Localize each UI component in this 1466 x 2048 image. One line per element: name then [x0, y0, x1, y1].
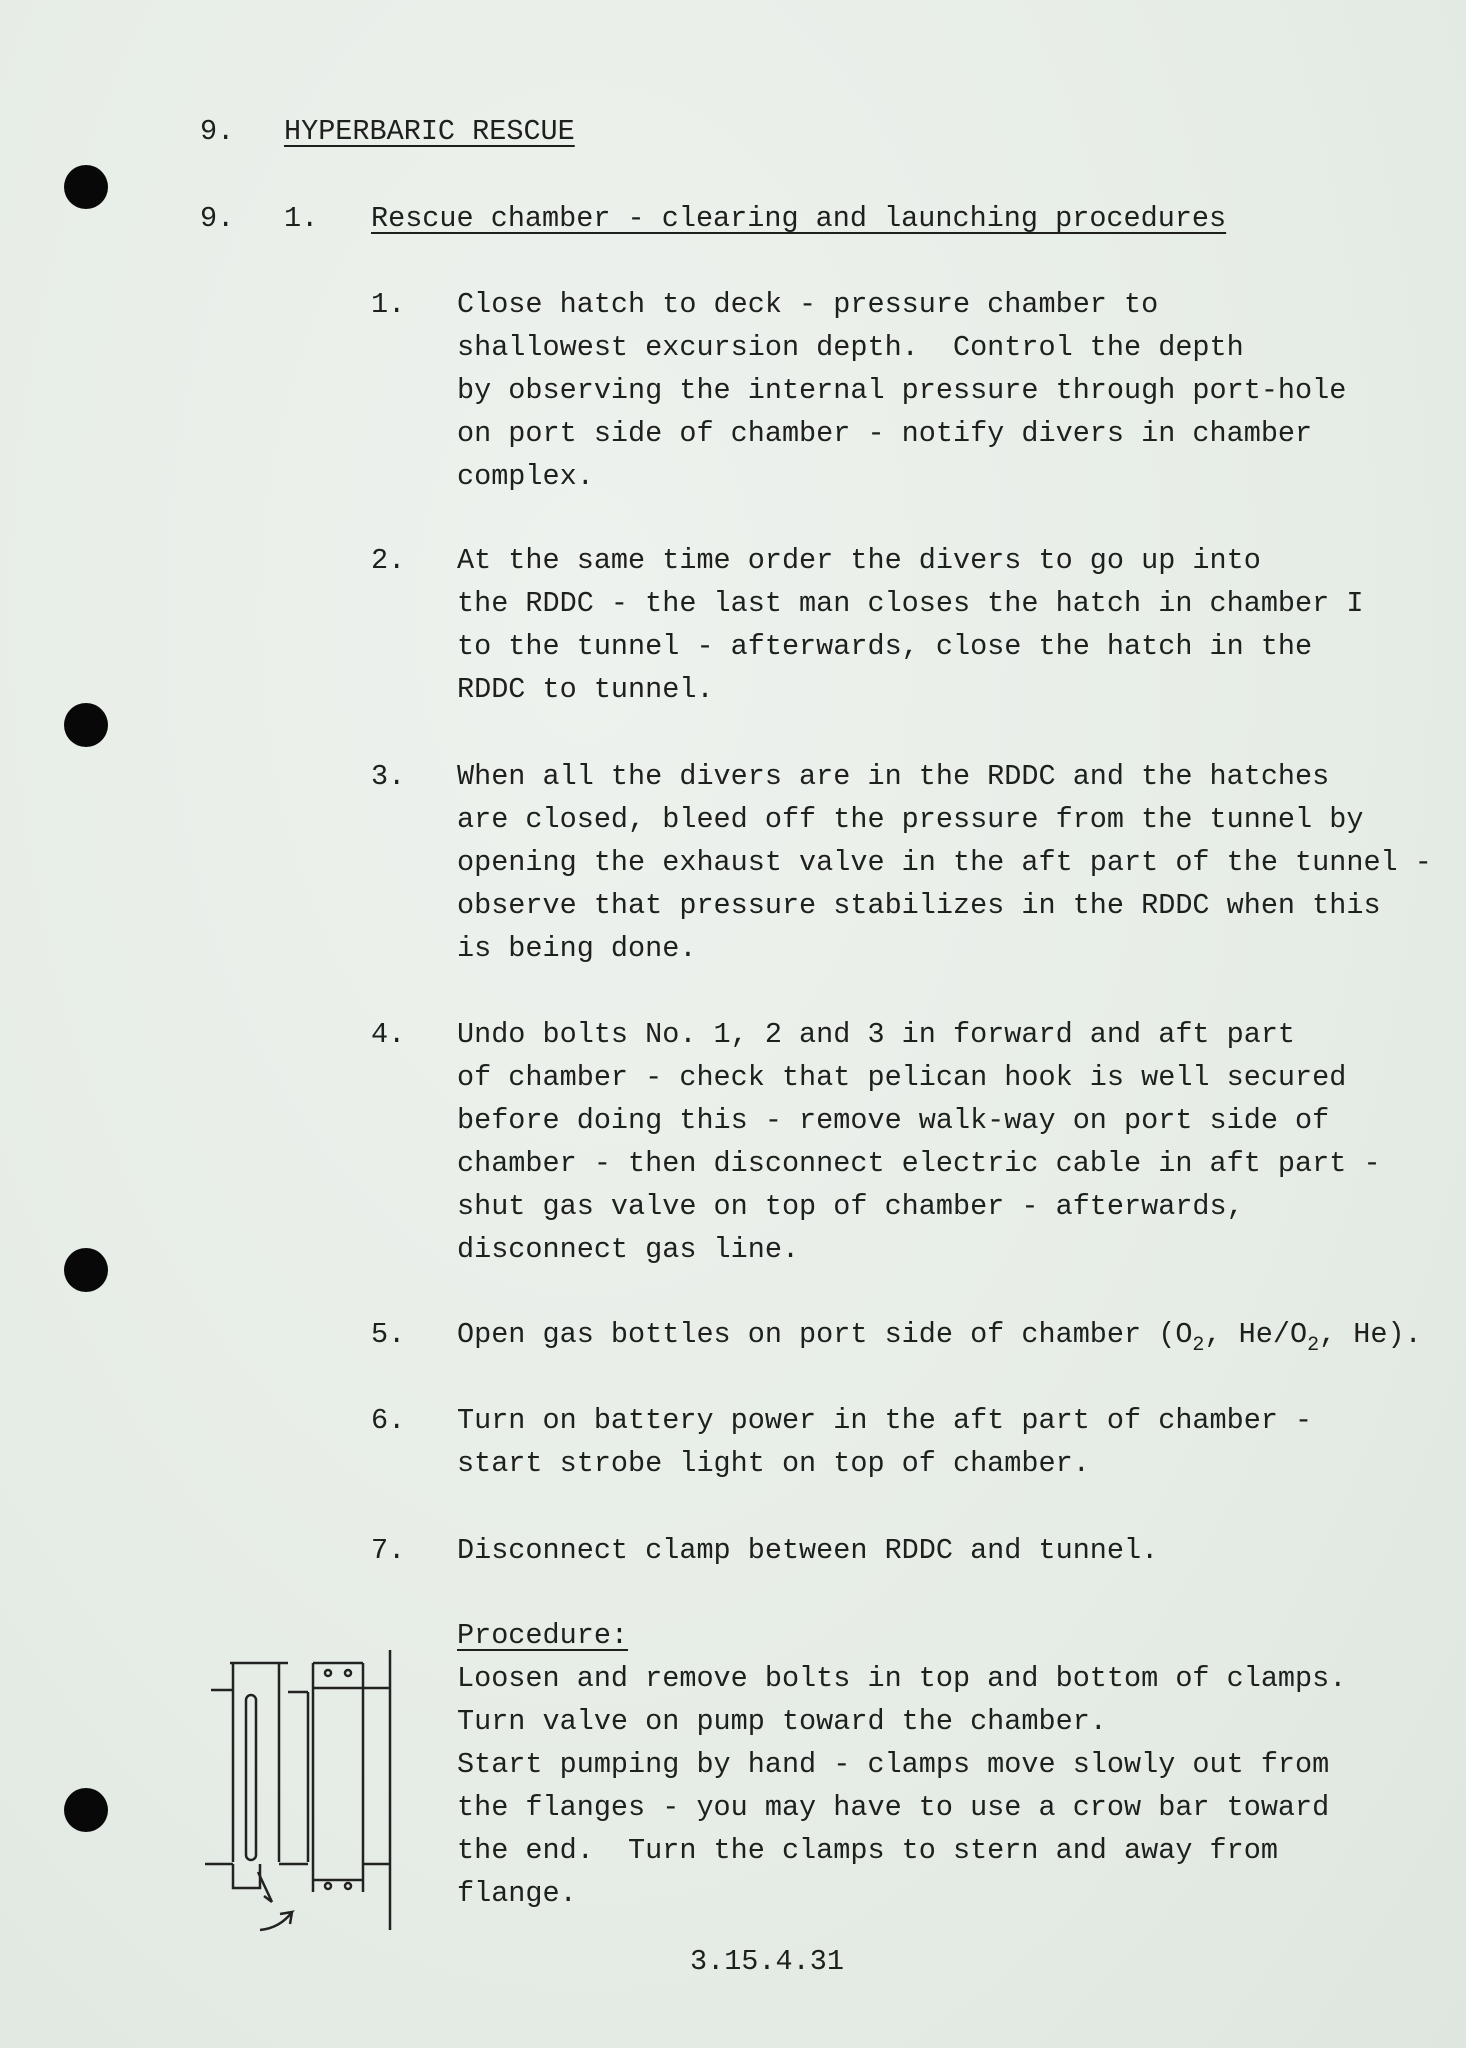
item-text	[457, 755, 1432, 970]
punch-hole	[64, 165, 108, 209]
item-text	[457, 1399, 1312, 1485]
text-segment: Open gas bottles on port side of chamber (O	[457, 1318, 1193, 1351]
text-line: disconnect gas line.	[457, 1233, 800, 1266]
punch-hole	[64, 1248, 108, 1292]
text-segment: , He/O	[1204, 1318, 1308, 1351]
item-text	[457, 539, 1363, 711]
text-line: is being done.	[457, 932, 697, 965]
item-number: 1.	[371, 288, 406, 321]
text-line: shallowest excursion depth. Control the depth	[457, 331, 1244, 364]
text-line: At the same time order the divers to go up into	[457, 544, 1261, 577]
text-line: the end. Turn the clamps to stern and away from	[457, 1834, 1278, 1867]
text-line: the flanges - you may have to use a crow bar toward	[457, 1791, 1330, 1824]
text-line: Loosen and remove bolts in top and bottom of clamps.	[457, 1662, 1347, 1695]
text-line: on port side of chamber - notify divers in chamber	[457, 417, 1313, 450]
text-line: chamber - then disconnect electric cable in aft part -	[457, 1147, 1381, 1180]
section-title: HYPERBARIC RESCUE	[284, 115, 575, 148]
text-line: Disconnect clamp between RDDC and tunnel.	[457, 1534, 1159, 1567]
procedure-text	[457, 1657, 1346, 1915]
text-line: of chamber - check that pelican hook is well secured	[457, 1061, 1347, 1094]
subsection-number: 9.	[200, 202, 235, 235]
text-line: before doing this - remove walk-way on port side of	[457, 1104, 1330, 1137]
text-line: by observing the internal pressure through port-hole	[457, 374, 1347, 407]
text-line: start strobe light on top of chamber.	[457, 1447, 1090, 1480]
subsection-title: Rescue chamber - clearing and launching procedures	[371, 202, 1227, 235]
text-line: When all the divers are in the RDDC and the hatches	[457, 760, 1330, 793]
text-line: flange.	[457, 1877, 577, 1910]
text-line: RDDC to tunnel.	[457, 673, 714, 706]
text-line: opening the exhaust valve in the aft part of the tunnel -	[457, 846, 1432, 879]
subsection-sub: 1.	[284, 202, 319, 235]
item-text	[457, 1313, 1422, 1356]
item-text	[457, 1013, 1381, 1271]
text-line: shut gas valve on top of chamber - afterwards,	[457, 1190, 1244, 1223]
text-line: Turn on battery power in the aft part of chamber -	[457, 1404, 1313, 1437]
text-line: the RDDC - the last man closes the hatch in chamber I	[457, 587, 1364, 620]
item-text	[457, 283, 1346, 498]
item-number: 3.	[371, 760, 406, 793]
text-line: Close hatch to deck - pressure chamber to	[457, 288, 1159, 321]
punch-hole	[64, 1788, 108, 1832]
text-line: Start pumping by hand - clamps move slowly out from	[457, 1748, 1330, 1781]
text-line: Turn valve on pump toward the chamber.	[457, 1705, 1107, 1738]
item-number: 6.	[371, 1404, 406, 1437]
item-number: 7.	[371, 1534, 406, 1567]
section-number: 9.	[200, 115, 235, 148]
punch-hole	[64, 703, 108, 747]
text-line	[457, 1313, 1422, 1356]
subscript: 2	[1192, 1334, 1205, 1357]
item-text	[457, 1529, 1158, 1572]
text-line: Undo bolts No. 1, 2 and 3 in forward and aft part	[457, 1018, 1296, 1051]
text-line: observe that pressure stabilizes in the RDDC when this	[457, 889, 1381, 922]
item-number: 5.	[371, 1318, 406, 1351]
clamp-diagram	[200, 1640, 415, 1940]
text-segment: , He).	[1319, 1318, 1422, 1351]
page-number: 3.15.4.31	[690, 1945, 844, 1978]
subscript: 2	[1307, 1334, 1320, 1357]
item-number: 2.	[371, 544, 406, 577]
text-line: to the tunnel - afterwards, close the hatch in the	[457, 630, 1313, 663]
procedure-heading: Procedure:	[457, 1619, 629, 1652]
item-number: 4.	[371, 1018, 406, 1051]
text-line: are closed, bleed off the pressure from the tunnel by	[457, 803, 1364, 836]
text-line: complex.	[457, 460, 594, 493]
